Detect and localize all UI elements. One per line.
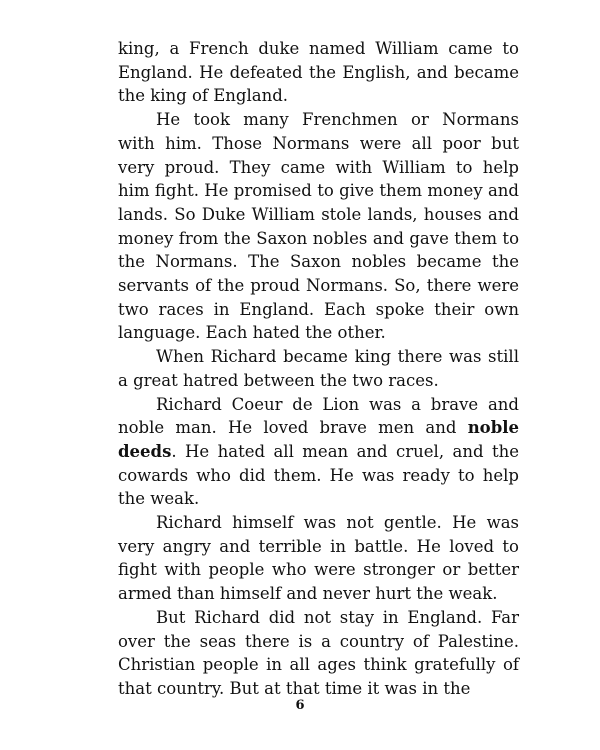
page-body [118, 37, 519, 701]
paragraph-1: king, a French duke named William came to England. He defeated the English, and became the king of England. [118, 39, 519, 106]
paragraph-6: But Richard did not stay in England. Far over the seas there is a country of Palestine. Christian people in all ages think gratefully of that country. But at that time it was in the [118, 607, 519, 698]
paragraph-4-text-end: . He hated all mean and cruel, and the cowards who did them. He was ready to help the weak. [118, 441, 519, 509]
paragraph-2: He took many Frenchmen or Normans with him. Those Normans were all poor but very proud. They came with William to help him fight. He promised to give them money and lands. So Duke William stole lands, houses and money from the Saxon nobles and gave them to the Normans. The Saxon nobles became the servants of the proud Normans. So, there were two races in England. Each spoke their own language. Each hated the other. [118, 110, 519, 343]
paragraph-3: When Richard became king there was still a great hatred between the two races. [118, 347, 519, 390]
paragraph-4-bold-text: noble deeds [118, 418, 519, 461]
paragraph-5: Richard himself was not gentle. He was very angry and terrible in battle. He loved to fight with people who were stronger or better armed than himself and never hurt the weak. [118, 513, 519, 604]
paragraph-4 [118, 393, 519, 512]
paragraph-4-text-start: Richard Coeur de Lion was a brave and noble man. He loved brave men and [118, 394, 519, 438]
page-number: 6 [295, 698, 305, 713]
